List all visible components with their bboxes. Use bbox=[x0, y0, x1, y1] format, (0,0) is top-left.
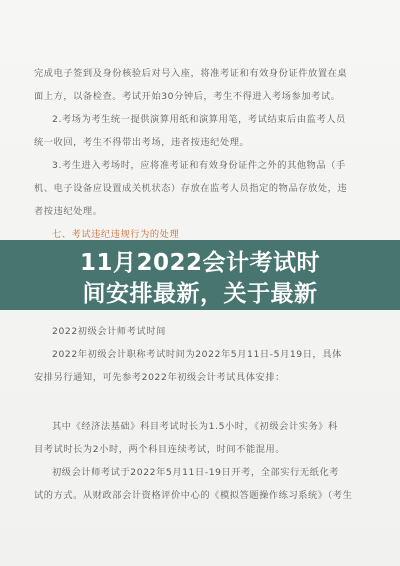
doc-line: 者按违纪处理。 bbox=[34, 206, 103, 217]
doc-line: 完成电子签到及身份核验后对号入座，将准考证和有效身份证件放置在桌 bbox=[34, 68, 348, 79]
banner-title-line2: 间安排最新，关于最新 bbox=[82, 281, 318, 307]
doc-line: 其中《经济法基础》科目考试时长为1.5小时，《初级会计实务》科 bbox=[52, 421, 338, 432]
doc-line: 安排另行通知，可先参考2022年初级会计考试具体安排： bbox=[34, 372, 285, 383]
partial-heading: 七、考试违纪违规行为的处理 bbox=[52, 229, 180, 240]
section-heading: 2022初级会计师考试时间 bbox=[52, 326, 166, 337]
doc-line: 试的方式。从财政部会计资格评价中心的《模拟答题操作练习系统》（考生 bbox=[34, 490, 353, 501]
doc-line: 统一收回，考生不得带出考场，违者按违纪处理。 bbox=[34, 137, 250, 148]
banner-title-line1: 11月2022会计考试时 bbox=[79, 250, 321, 276]
document-text-bottom bbox=[34, 415, 364, 507]
doc-line: 2.考场为考生统一提供演算用纸和演算用笔，考试结束后由监考人员 bbox=[52, 114, 346, 125]
doc-line: 初级会计师考试于2022年5月11日-19日开考，全部实行无纸化考 bbox=[52, 467, 340, 478]
document-text-top bbox=[34, 62, 364, 246]
doc-line: 面上方，以备检查。考试开始30分钟后，考生不得进入考场参加考试。 bbox=[34, 91, 341, 102]
doc-line: 2022年初级会计职称考试时间为2022年5月11日-5月19日，具体 bbox=[52, 349, 342, 360]
document-text-mid bbox=[34, 320, 364, 389]
doc-line: 3.考生进入考场时，应将准考证和有效身份证件之外的其他物品（手 bbox=[52, 160, 346, 171]
doc-line: 目考试时长为2小时，两个科目连续考试，时间不能混用。 bbox=[34, 444, 286, 455]
doc-line: 机、电子设备应设置成关机状态）存放在监考人员指定的物品存放处，违 bbox=[34, 183, 348, 194]
